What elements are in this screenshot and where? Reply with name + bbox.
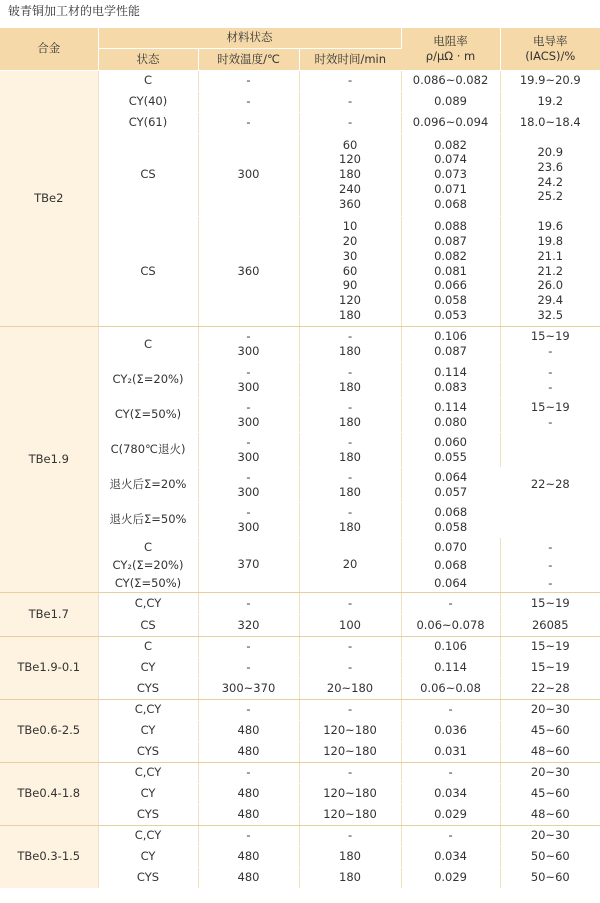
table-row [0, 636, 600, 657]
temp-cell: - [198, 112, 299, 133]
resistivity-cell: - [401, 592, 500, 614]
time-cell: - 180 [299, 397, 401, 432]
time-cell: - 180 [299, 502, 401, 537]
resistivity-cell: 0.082 0.074 0.073 0.071 0.068 [401, 133, 500, 216]
time-cell: - 180 [299, 432, 401, 467]
state-cell: CY [98, 783, 198, 804]
state-cell: 退火后Σ=20% [98, 467, 198, 502]
header-conductivity [500, 28, 600, 70]
temp-cell: - [198, 91, 299, 112]
resistivity-cell: 0.068 0.058 [401, 502, 500, 537]
state-cell: CYS [98, 867, 198, 888]
resistivity-cell: 0.114 0.080 [401, 397, 500, 432]
conductivity-cell: 26085 [500, 614, 600, 636]
resistivity-cell: 0.06~0.08 [401, 678, 500, 699]
time-cell: 120~180 [299, 741, 401, 762]
conductivity-cell: 45~60 [500, 783, 600, 804]
resistivity-cell: 0.096~0.094 [401, 112, 500, 133]
time-cell: - [299, 636, 401, 657]
temp-cell: 300~370 [198, 678, 299, 699]
table-row [0, 592, 600, 614]
conductivity-cell: 15~19 - [500, 326, 600, 362]
state-cell: C,CY [98, 699, 198, 720]
time-cell: 10 20 30 60 90 120 180 [299, 216, 401, 326]
state-cell: C [98, 326, 198, 362]
temp-cell: 320 [198, 614, 299, 636]
state-cell: CY(Σ=50%) [98, 397, 198, 432]
temp-cell: - 300 [198, 467, 299, 502]
time-cell: - [299, 657, 401, 678]
temp-cell: - 300 [198, 326, 299, 362]
conductivity-cell: 22~28 [500, 678, 600, 699]
temp-cell: 480 [198, 783, 299, 804]
temp-cell: 480 [198, 720, 299, 741]
state-cell: CY [98, 657, 198, 678]
properties-table [0, 28, 600, 889]
time-cell: - 180 [299, 467, 401, 502]
state-cell: CY₂(Σ=20%) [98, 362, 198, 397]
resistivity-cell: 0.114 0.083 [401, 362, 500, 397]
header-resistivity-line2: ρ/μΩ · m [425, 48, 476, 63]
alloy-cell: TBe1.7 [0, 592, 98, 636]
resistivity-cell: 0.036 [401, 720, 500, 741]
conductivity-cell: 19.6 19.8 21.1 21.2 26.0 29.4 32.5 [500, 216, 600, 326]
header-resistivity-line1: 电阻率 [433, 33, 468, 48]
resistivity-cell: 0.064 0.057 [401, 467, 500, 502]
table-row [0, 70, 600, 91]
resistivity-cell: 0.029 [401, 867, 500, 888]
time-cell: - [299, 762, 401, 783]
header-alloy: 合金 [0, 28, 98, 70]
conductivity-cell: 20~30 [500, 762, 600, 783]
state-cell: C CY₂(Σ=20%) CY(Σ=50%) [98, 537, 198, 592]
resistivity-cell: 0.106 0.087 [401, 326, 500, 362]
time-cell: 180 [299, 867, 401, 888]
time-cell: - [299, 699, 401, 720]
state-cell: CS [98, 216, 198, 326]
temp-cell: - [198, 699, 299, 720]
resistivity-cell: 0.114 [401, 657, 500, 678]
resistivity-cell: 0.034 [401, 783, 500, 804]
time-cell: 120~180 [299, 804, 401, 825]
temp-cell: - [198, 70, 299, 91]
alloy-cell: TBe0.3-1.5 [0, 825, 98, 888]
time-cell: 60 120 180 240 360 [299, 133, 401, 216]
resistivity-cell: 0.031 [401, 741, 500, 762]
state-cell: C,CY [98, 825, 198, 846]
table-row [0, 825, 600, 846]
state-cell: CS [98, 614, 198, 636]
temp-cell: - [198, 825, 299, 846]
resistivity-cell: 0.034 [401, 846, 500, 867]
time-cell: 180 [299, 846, 401, 867]
conductivity-cell: 48~60 [500, 804, 600, 825]
state-cell: 退火后Σ=50% [98, 502, 198, 537]
conductivity-cell: 45~60 [500, 720, 600, 741]
resistivity-cell: 0.06~0.078 [401, 614, 500, 636]
temp-cell: - 300 [198, 432, 299, 467]
time-cell: - [299, 91, 401, 112]
temp-cell: 480 [198, 846, 299, 867]
resistivity-cell: 0.029 [401, 804, 500, 825]
temp-cell: 300 [198, 133, 299, 216]
conductivity-cell: 48~60 [500, 741, 600, 762]
temp-cell: 480 [198, 804, 299, 825]
conductivity-cell: 18.0~18.4 [500, 112, 600, 133]
state-cell: C,CY [98, 762, 198, 783]
state-cell: CY(40) [98, 91, 198, 112]
conductivity-cell: 50~60 [500, 867, 600, 888]
resistivity-cell: - [401, 699, 500, 720]
conductivity-cell: 15~19 [500, 657, 600, 678]
conductivity-cell: 15~19 [500, 636, 600, 657]
temp-cell: 360 [198, 216, 299, 326]
temp-cell: - 300 [198, 502, 299, 537]
time-cell: - 180 [299, 326, 401, 362]
temp-cell: - 300 [198, 362, 299, 397]
conductivity-cell: 15~19 - [500, 397, 600, 432]
resistivity-cell: - [401, 825, 500, 846]
alloy-cell: TBe1.9-0.1 [0, 636, 98, 699]
conductivity-cell: 20~30 [500, 825, 600, 846]
conductivity-cell: - - [500, 362, 600, 397]
state-cell: CS [98, 133, 198, 216]
conductivity-cell: 22~28 [500, 432, 600, 537]
alloy-cell: TBe2 [0, 70, 98, 326]
resistivity-cell: 0.106 [401, 636, 500, 657]
state-cell: C,CY [98, 592, 198, 614]
alloy-cell: TBe0.4-1.8 [0, 762, 98, 825]
page-title: 铍青铜加工材的电学性能 [8, 4, 141, 18]
conductivity-cell: - - - [500, 537, 600, 592]
header-resistivity [401, 28, 500, 70]
state-cell: CY [98, 846, 198, 867]
temp-cell: - [198, 657, 299, 678]
state-cell: C [98, 636, 198, 657]
time-cell: 120~180 [299, 783, 401, 804]
table-row [0, 762, 600, 783]
header-conductivity-line2: (IACS)/% [525, 48, 576, 63]
header-conductivity-line1: 电导率 [533, 33, 568, 48]
conductivity-cell: 15~19 [500, 592, 600, 614]
state-cell: CY [98, 720, 198, 741]
header-aging-time: 时效时间/min [299, 48, 401, 70]
conductivity-cell: 19.9~20.9 [500, 70, 600, 91]
resistivity-cell: 0.088 0.087 0.082 0.081 0.066 0.058 0.053 [401, 216, 500, 326]
time-cell: 100 [299, 614, 401, 636]
conductivity-cell: 19.2 [500, 91, 600, 112]
temp-cell: 370 [198, 537, 299, 592]
temp-cell: - [198, 592, 299, 614]
state-cell: C(780℃退火) [98, 432, 198, 467]
time-cell: - [299, 112, 401, 133]
time-cell: 120~180 [299, 720, 401, 741]
alloy-cell: TBe0.6-2.5 [0, 699, 98, 762]
time-cell: 20~180 [299, 678, 401, 699]
header-material-state: 材料状态 [98, 28, 401, 48]
temp-cell: - 300 [198, 397, 299, 432]
conductivity-cell: 50~60 [500, 846, 600, 867]
temp-cell: 480 [198, 867, 299, 888]
state-cell: CY(61) [98, 112, 198, 133]
resistivity-cell: 0.070 0.068 0.064 [401, 537, 500, 592]
table-row [0, 699, 600, 720]
time-cell: - [299, 70, 401, 91]
conductivity-cell: 20.9 23.6 24.2 25.2 [500, 133, 600, 216]
alloy-cell: TBe1.9 [0, 326, 98, 592]
time-cell: - 180 [299, 362, 401, 397]
resistivity-cell: - [401, 762, 500, 783]
temp-cell: 480 [198, 741, 299, 762]
state-cell: CYS [98, 741, 198, 762]
header-state: 状态 [98, 48, 198, 70]
state-cell: CYS [98, 678, 198, 699]
header-aging-temp: 时效温度/℃ [198, 48, 299, 70]
temp-cell: - [198, 762, 299, 783]
state-cell: C [98, 70, 198, 91]
time-cell: - [299, 825, 401, 846]
state-cell: CYS [98, 804, 198, 825]
temp-cell: - [198, 636, 299, 657]
resistivity-cell: 0.086~0.082 [401, 70, 500, 91]
time-cell: 20 [299, 537, 401, 592]
time-cell: - [299, 592, 401, 614]
resistivity-cell: 0.089 [401, 91, 500, 112]
resistivity-cell: 0.060 0.055 [401, 432, 500, 467]
table-row [0, 326, 600, 362]
conductivity-cell: 20~30 [500, 699, 600, 720]
